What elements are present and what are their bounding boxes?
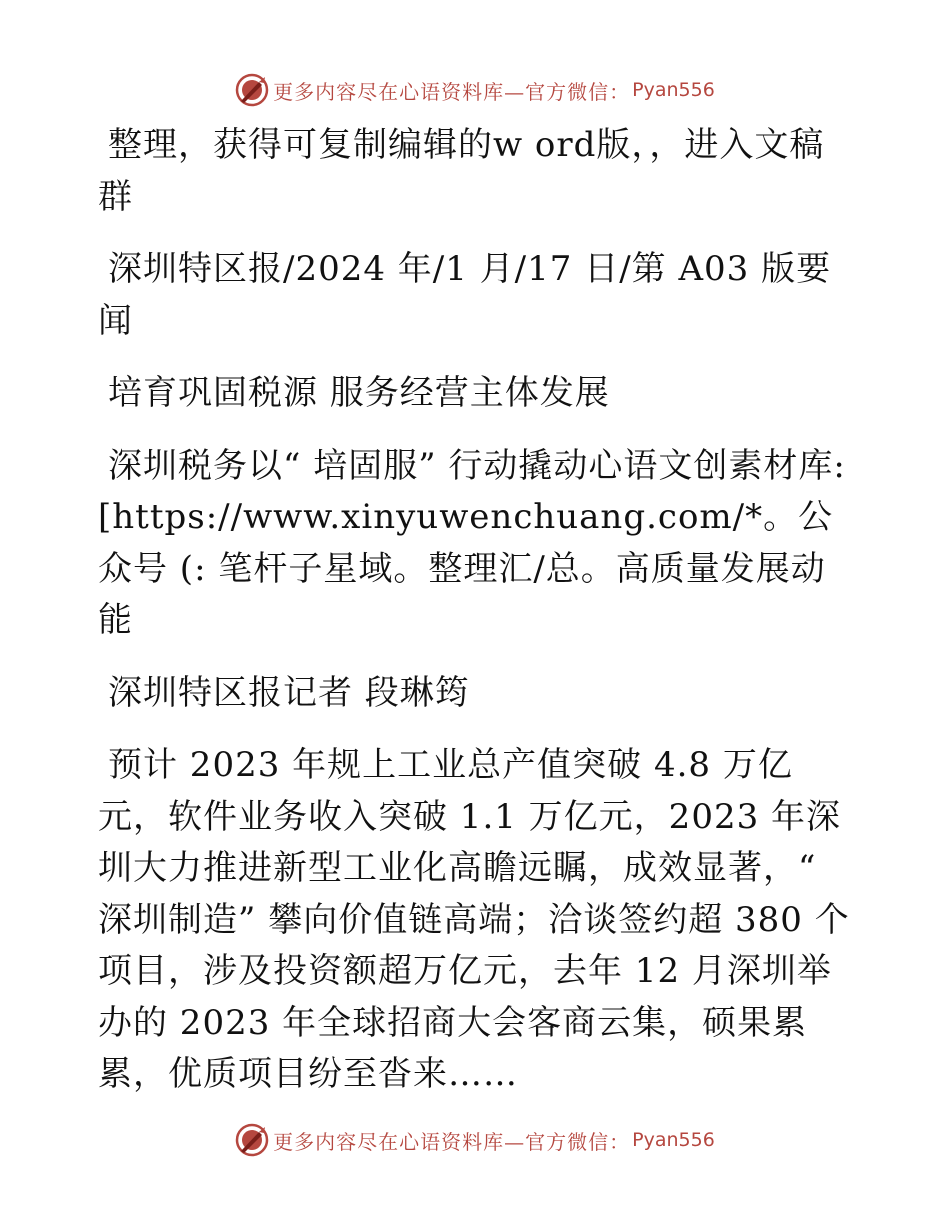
reporter-byline: 深圳特区报记者 段琳筠 <box>108 672 470 713</box>
watermark-text: 更多内容尽在心语资料库—官方微信： <box>273 1129 631 1154</box>
watermark-text: 更多内容尽在心语资料库—官方微信： <box>273 79 631 104</box>
quill-logo-icon <box>235 1123 269 1157</box>
document-body <box>98 120 858 1122</box>
quill-logo-icon <box>235 73 269 107</box>
footer-watermark <box>0 1120 950 1160</box>
article-subtitle: 深圳税务以“ 培固服” 行动撬动心语文创素材库: [https://www.xinyuwenchuang.com/*。公众号 (: 笔杆子星域。整理汇/总。高质量发展动能 <box>98 445 846 640</box>
header-watermark <box>0 70 950 110</box>
intro-paragraph: 整理，获得可复制编辑的w ord版，，进入文稿群 <box>98 125 825 217</box>
watermark-contact: Pyan556 <box>632 79 715 101</box>
body-paragraph: 预计 2023 年规上工业总产值突破 4.8 万亿元，软件业务收入突破 1.1 万亿元，2023 年深圳大力推进新型工业化高瞻远瞩，成效显著，“ 深圳制造” 攀向价值链高端；洽谈签约超 380 个项目，涉及投资额超万亿元，去年 12 月深圳举办的 2023 年全球招商大会客商云集，硕果累累，优质项目纷至沓来…… <box>98 745 850 1094</box>
article-title: 培育巩固税源 服务经营主体发展 <box>108 373 610 413</box>
source-line: 深圳特区报/2024 年/1 月/17 日/第 A03 版要闻 <box>98 249 832 341</box>
watermark-contact: Pyan556 <box>632 1129 715 1151</box>
